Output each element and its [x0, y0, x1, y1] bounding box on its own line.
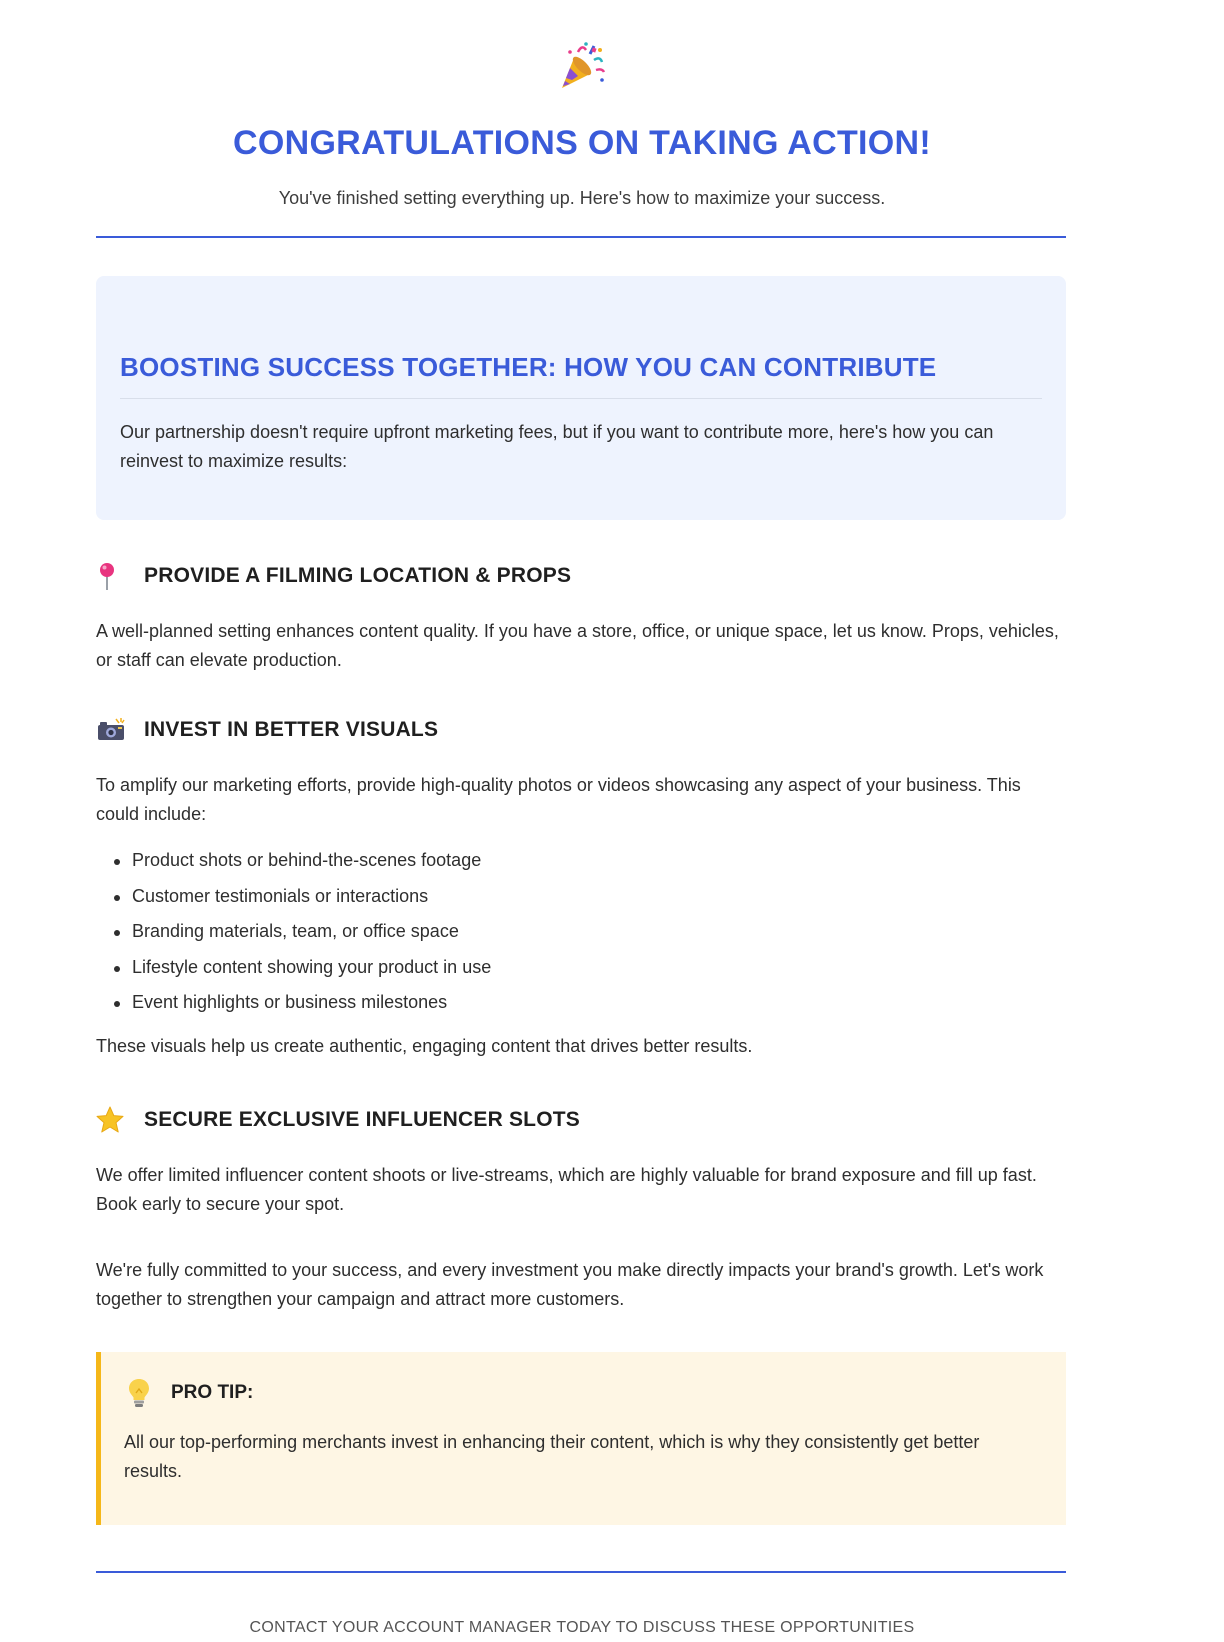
commitment-text: We're fully committed to your success, and every investment you make directly impacts your brand's growth. Let's work together to strengthen your campaign and attract more customers.	[96, 1260, 1044, 1309]
list-item: Product shots or behind-the-scenes footage	[96, 846, 491, 882]
section-heading-filming-location	[96, 560, 571, 592]
pro-tip-text: All our top-performing merchants invest in enhancing their content, which is why they consistently get better results.	[124, 1432, 980, 1481]
footer-text: CONTACT YOUR ACCOUNT MANAGER TODAY TO DISCUSS THESE OPPORTUNITIES	[249, 1619, 915, 1636]
list-item: Branding materials, team, or office space	[96, 917, 491, 953]
page-subtitle: You've finished setting everything up. Here's how to maximize your success.	[278, 188, 886, 208]
section-title: INVEST IN BETTER VISUALS	[144, 718, 439, 741]
section-closing-text: These visuals help us create authentic, engaging content that drives better results.	[96, 1036, 753, 1056]
section-heading-better-visuals	[96, 714, 438, 746]
intro-text: Our partnership doesn't require upfront marketing fees, but if you want to contribute more, here's how you can reinvest to maximize results:	[120, 422, 994, 471]
intro-box	[96, 276, 1066, 520]
round-pushpin-icon	[96, 560, 132, 592]
section-title: SECURE EXCLUSIVE INFLUENCER SLOTS	[144, 1108, 580, 1131]
list-item: Lifestyle content showing your product in use	[96, 953, 491, 989]
star-icon	[96, 1104, 132, 1136]
list-item: Event highlights or business milestones	[96, 988, 491, 1024]
header-divider	[96, 236, 1066, 238]
section-text: A well-planned setting enhances content quality. If you have a store, office, or unique space, let us know. Props, vehicles, or staff can elevate production.	[96, 621, 1059, 670]
pro-tip-heading	[127, 1376, 253, 1410]
pro-tip-box	[96, 1352, 1066, 1525]
section-text: To amplify our marketing efforts, provide high-quality photos or videos showcasing any aspect of your business. This could include:	[96, 775, 1021, 824]
visuals-list	[96, 846, 491, 1024]
footer-divider	[96, 1571, 1066, 1573]
page-title: CONGRATULATIONS ON TAKING ACTION!	[232, 124, 932, 162]
light-bulb-icon	[127, 1376, 157, 1410]
party-popper-icon	[556, 40, 608, 92]
section-text: We offer limited influencer content shoots or live-streams, which are highly valuable for brand exposure and fill up fast. Book early to secure your spot.	[96, 1165, 1037, 1214]
intro-title: BOOSTING SUCCESS TOGETHER: HOW YOU CAN CONTRIBUTE	[120, 352, 937, 382]
section-title: PROVIDE A FILMING LOCATION & PROPS	[144, 564, 572, 587]
intro-divider	[120, 398, 1042, 399]
pro-tip-title: PRO TIP:	[171, 1382, 254, 1403]
camera-flash-icon	[96, 714, 132, 746]
section-heading-influencer-slots	[96, 1104, 580, 1136]
list-item: Customer testimonials or interactions	[96, 882, 491, 918]
